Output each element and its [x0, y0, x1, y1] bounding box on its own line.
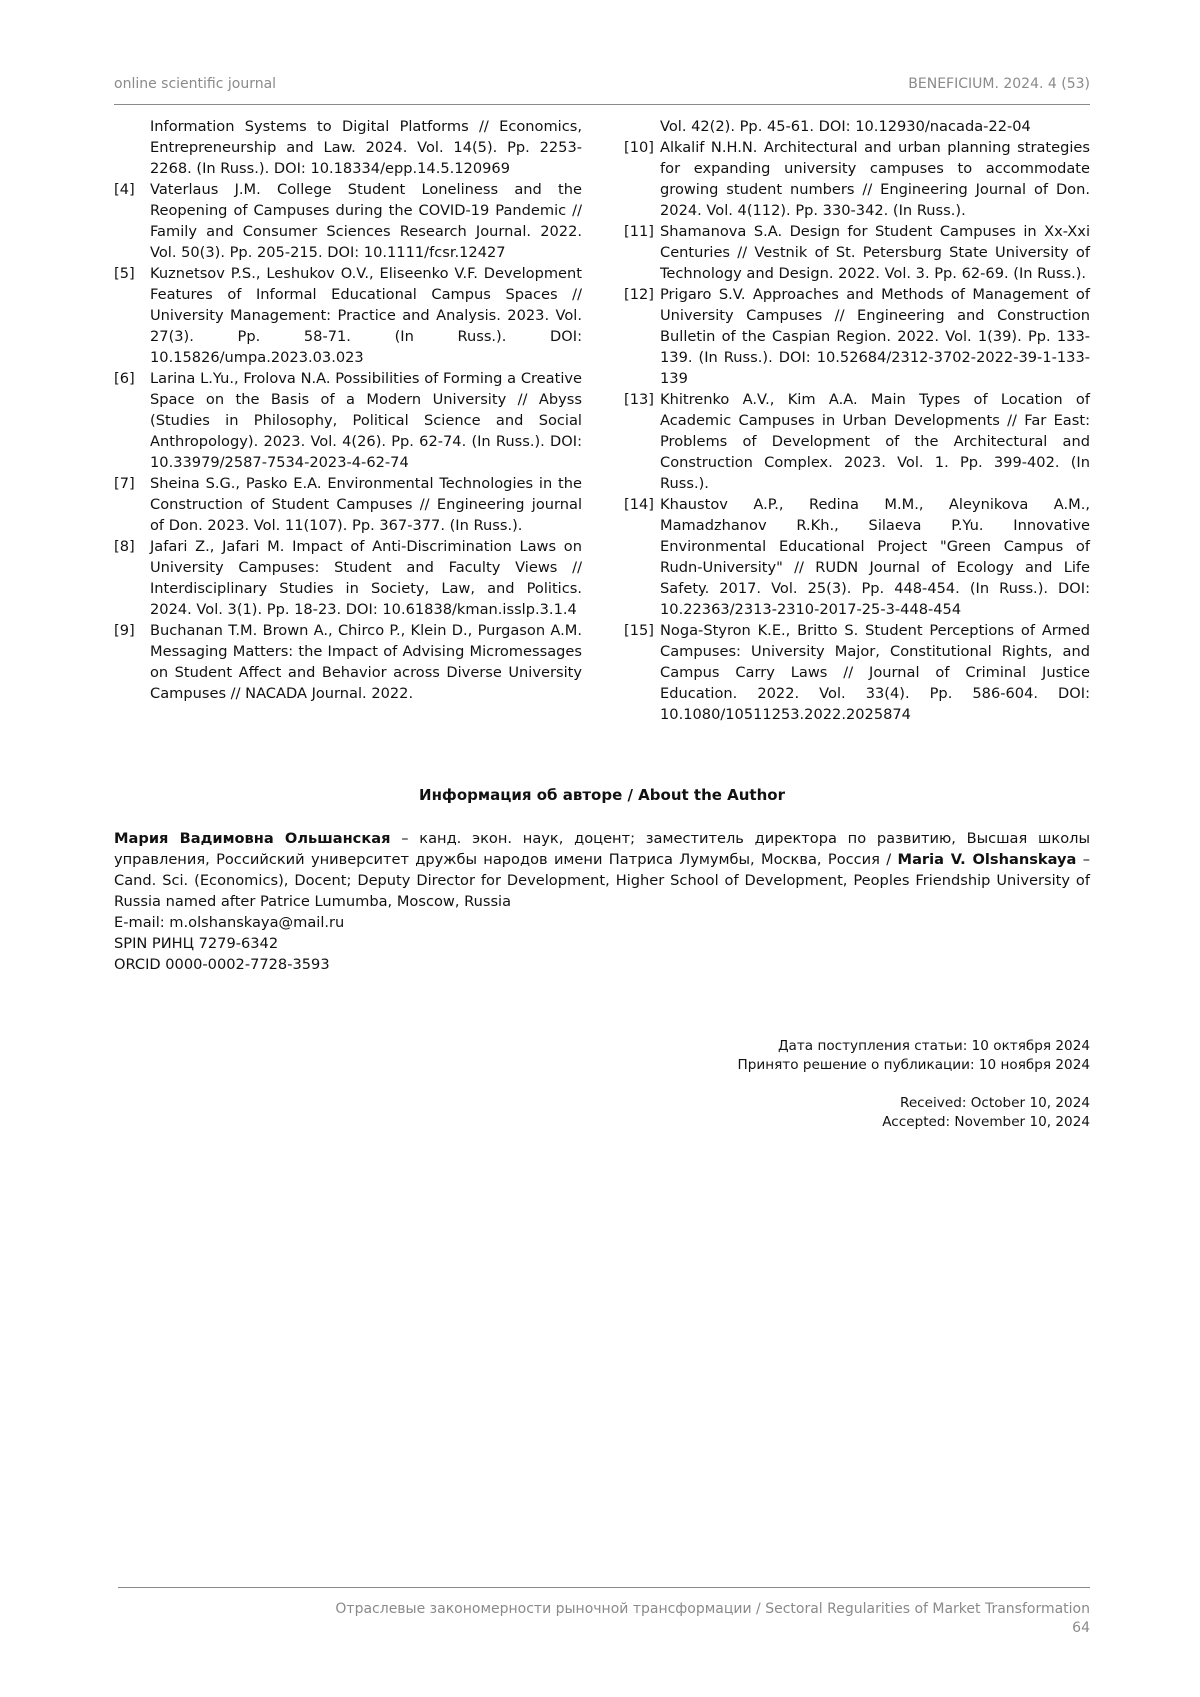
reference-item	[624, 137, 1090, 221]
running-footer	[118, 1587, 1090, 1638]
reference-item	[114, 368, 582, 473]
dates-russian	[600, 1037, 1090, 1075]
reference-item	[624, 284, 1090, 389]
reference-number: [6]	[114, 368, 150, 473]
references-right-column	[624, 116, 1090, 725]
received-date-en: Received: October 10, 2024	[600, 1094, 1090, 1113]
reference-item	[114, 620, 582, 704]
reference-text: Information Systems to Digital Platforms // Economics, Entrepreneurship and Law. 2024. Vol. 14(5). Pp. 2253-2268. (In Russ.). DOI: 10.18334/epp.14.5.120969	[150, 116, 582, 179]
reference-text: Sheina S.G., Pasko E.A. Environmental Technologies in the Construction of Student Campuses // Engineering journal of Don. 2023. Vol. 11(107). Pp. 367-377. (In Russ.).	[150, 473, 582, 536]
reference-text: Khaustov A.P., Redina M.M., Aleynikova A.M., Mamadzhanov R.Kh., Silaeva P.Yu. Innovative Environmental Educational Project "Green Campus of Rudn-University" // RUDN Journal of Ecology and Life Safety. 2017. Vol. 25(3). Pp. 448-454. (In Russ.). DOI: 10.22363/2313-2310-2017-25-3-448-454	[660, 494, 1090, 620]
author-desc-ru: – канд. экон. наук, доцент; заместитель директора по развитию, Высшая школы управления, Российский университет дружбы народов имени Патриса Лумумбы, Москва, Россия /	[114, 830, 1090, 868]
reference-text: Kuznetsov P.S., Leshukov O.V., Eliseenko V.F. Development Features of Informal Educational Campus Spaces // University Management: Practice and Analysis. 2023. Vol. 27(3). Pp. 58-71. (In Russ.). DOI: 10.15826/umpa.2023.03.023	[150, 263, 582, 368]
reference-item	[624, 221, 1090, 284]
section-title: Отраслевые закономерности рыночной трансформации / Sectoral Regularities of Market Transformation	[118, 1600, 1090, 1619]
reference-item	[624, 389, 1090, 494]
reference-number: [9]	[114, 620, 150, 704]
running-header	[114, 76, 1090, 105]
reference-text: Khitrenko A.V., Kim A.A. Main Types of Location of Academic Campuses in Urban Developments // Far East: Problems of Development of the Architectural and Construction Complex. 2023. Vol. 1. Pp. 399-402. (In Russ.).	[660, 389, 1090, 494]
reference-number: [7]	[114, 473, 150, 536]
author-description	[114, 828, 1090, 912]
author-name-en: Maria V. Olshanskaya	[898, 851, 1077, 868]
about-author-heading: Информация об авторе / About the Author	[114, 786, 1090, 804]
reference-item	[114, 473, 582, 536]
reference-number: [14]	[624, 494, 660, 620]
reference-text: Noga-Styron K.E., Britto S. Student Perceptions of Armed Campuses: University Major, Constitutional Rights, and Campus Carry Laws // Journal of Criminal Justice Education. 2022. Vol. 33(4). Pp. 586-604. DOI: 10.1080/10511253.2022.2025874	[660, 620, 1090, 725]
journal-page	[0, 0, 1200, 1697]
accepted-date-en: Accepted: November 10, 2024	[600, 1113, 1090, 1132]
reference-text: Prigaro S.V. Approaches and Methods of Management of University Campuses // Engineering and Construction Bulletin of the Caspian Region. 2022. Vol. 1(39). Pp. 133-139. (In Russ.). DOI: 10.52684/2312-3702-2022-39-1-133-139	[660, 284, 1090, 389]
references-left-column	[114, 116, 582, 704]
dates-english	[600, 1094, 1090, 1132]
reference-number: [11]	[624, 221, 660, 284]
author-name-ru: Мария Вадимовна Ольшанская	[114, 830, 390, 847]
reference-item	[624, 116, 1090, 137]
reference-text: Buchanan T.M. Brown A., Chirco P., Klein D., Purgason A.M. Messaging Matters: the Impact of Advising Micromessages on Student Affect and Behavior across Diverse University Campuses // NACADA Journal. 2022.	[150, 620, 582, 704]
reference-item	[114, 116, 582, 179]
reference-item	[114, 179, 582, 263]
reference-item	[114, 263, 582, 368]
reference-number: [10]	[624, 137, 660, 221]
reference-text: Shamanova S.A. Design for Student Campuses in Xx-Xxi Centuries // Vestnik of St. Petersburg State University of Technology and Design. 2022. Vol. 3. Pp. 62-69. (In Russ.).	[660, 221, 1090, 284]
reference-text: Larina L.Yu., Frolova N.A. Possibilities of Forming a Creative Space on the Basis of a Modern University // Abyss (Studies in Philosophy, Political Science and Social Anthropology). 2023. Vol. 4(26). Pp. 62-74. (In Russ.). DOI: 10.33979/2587-7534-2023-4-62-74	[150, 368, 582, 473]
reference-number: [8]	[114, 536, 150, 620]
author-orcid: ORCID 0000-0002-7728-3593	[114, 954, 1090, 975]
reference-number: [4]	[114, 179, 150, 263]
page-number: 64	[118, 1619, 1090, 1638]
author-bio	[114, 828, 1090, 975]
author-spin: SPIN РИНЦ 7279-6342	[114, 933, 1090, 954]
reference-item	[114, 536, 582, 620]
author-desc-en: – Cand. Sci. (Economics), Docent; Deputy Director for Development, Higher School of Development, Peoples Friendship University of Russia named after Patrice Lumumba, Moscow, Russia	[114, 851, 1090, 910]
journal-issue: BENEFICIUM. 2024. 4 (53)	[908, 76, 1090, 92]
reference-item	[624, 494, 1090, 620]
reference-text: Jafari Z., Jafari M. Impact of Anti-Discrimination Laws on University Campuses: Student and Faculty Views // Interdisciplinary Studies in Society, Law, and Politics. 2024. Vol. 3(1). Pp. 18-23. DOI: 10.61838/kman.isslp.3.1.4	[150, 536, 582, 620]
reference-text: Vaterlaus J.M. College Student Loneliness and the Reopening of Campuses during the COVID-19 Pandemic // Family and Consumer Sciences Research Journal. 2022. Vol. 50(3). Pp. 205-215. DOI: 10.1111/fcsr.12427	[150, 179, 582, 263]
accepted-date-ru: Принято решение о публикации: 10 ноября 2024	[600, 1056, 1090, 1075]
journal-type: online scientific journal	[114, 76, 276, 92]
reference-item	[624, 620, 1090, 725]
author-email: E-mail: m.olshanskaya@mail.ru	[114, 912, 1090, 933]
reference-number: [12]	[624, 284, 660, 389]
reference-number: [15]	[624, 620, 660, 725]
reference-text: Alkalif N.H.N. Architectural and urban planning strategies for expanding university campuses to accommodate growing student numbers // Engineering Journal of Don. 2024. Vol. 4(112). Pp. 330-342. (In Russ.).	[660, 137, 1090, 221]
received-date-ru: Дата поступления статьи: 10 октября 2024	[600, 1037, 1090, 1056]
reference-text: Vol. 42(2). Pp. 45-61. DOI: 10.12930/nacada-22-04	[660, 116, 1090, 137]
reference-number: [5]	[114, 263, 150, 368]
reference-number: [13]	[624, 389, 660, 494]
